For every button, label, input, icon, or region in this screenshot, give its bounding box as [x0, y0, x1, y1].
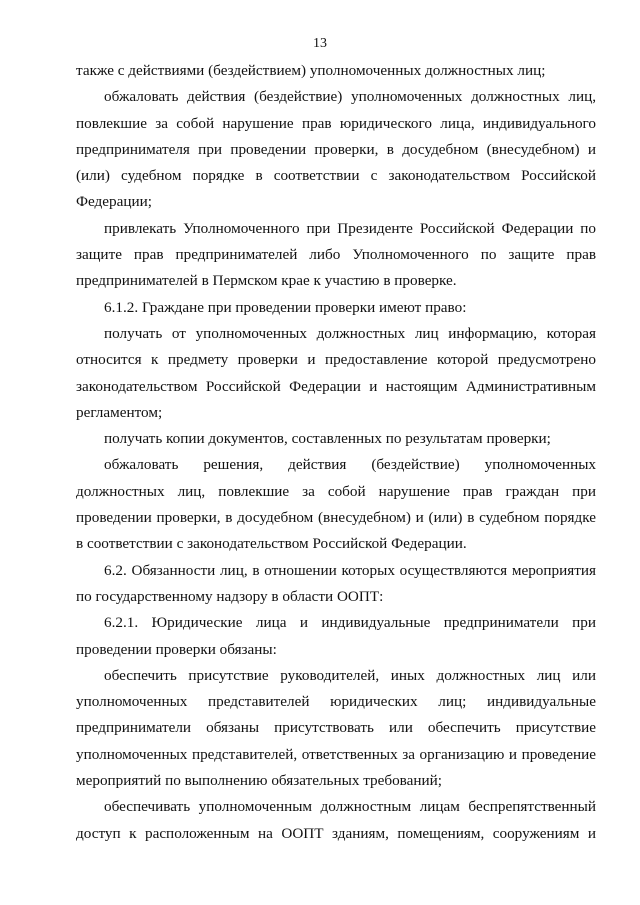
paragraph-involve-ombudsman: привлекать Уполномоченного при Президенте Российской Федерации по защите прав предпринимателей либо Уполномоченного по защите прав предпринимателей в Пермском крае к участию в проверке. [76, 219, 596, 290]
paragraph-section-6-1-2: 6.1.2. Граждане при проведении проверки имеют право: [104, 298, 467, 316]
paragraph-continuation: также с действиями (бездействием) уполномоченных должностных лиц; [76, 62, 546, 79]
paragraph-appeal-decisions: обжаловать решения, действия (бездействие) уполномоченных должностных лиц, повлекшие за собой нарушение прав граждан при проведении проверки, в досудебном (внесудебном) и (или) в судебном порядке в соответствии с законодательством Российской Федерации. [76, 456, 596, 553]
paragraph-appeal-actions: обжаловать действия (бездействие) уполномоченных должностных лиц, повлекшие за собой нарушение прав юридического лица, индивидуального предпринимателя при проведении проверки, в досудебном (внесудебном) и (или) судебном порядке в соответствии с законодательством Российской Федерации; [76, 88, 596, 211]
paragraph-ensure-presence: обеспечить присутствие руководителей, иных должностных лиц или уполномоченных представителей юридических лиц; индивидуальные предприниматели обязаны присутствовать или обеспечить присутствие уполномоченных представителей, ответственных за организацию и проведение мероприятий по выполнению обязательных требований; [76, 666, 596, 790]
paragraph-receive-information: получать от уполномоченных должностных лиц информацию, которая относится к предмету проверки и предоставление которой предусмотрено законодательством Российской Федерации и настоящим Административным регламентом; [76, 324, 596, 421]
page-number: 13 [313, 36, 327, 51]
paragraph-receive-copies: получать копии документов, составленных по результатам проверки; [104, 430, 551, 448]
document-body [76, 58, 596, 847]
paragraph-section-6-2-1: 6.2.1. Юридические лица и индивидуальные предприниматели при проведении проверки обязаны: [76, 614, 596, 658]
paragraph-ensure-access: обеспечивать уполномоченным должностным лицам беспрепятственный доступ к расположенным на ООПТ зданиям, помещениям, сооружениям и [76, 798, 596, 842]
paragraph-section-6-2: 6.2. Обязанности лиц, в отношении которых осуществляются мероприятия по государственному надзору в области ООПТ: [76, 561, 596, 605]
